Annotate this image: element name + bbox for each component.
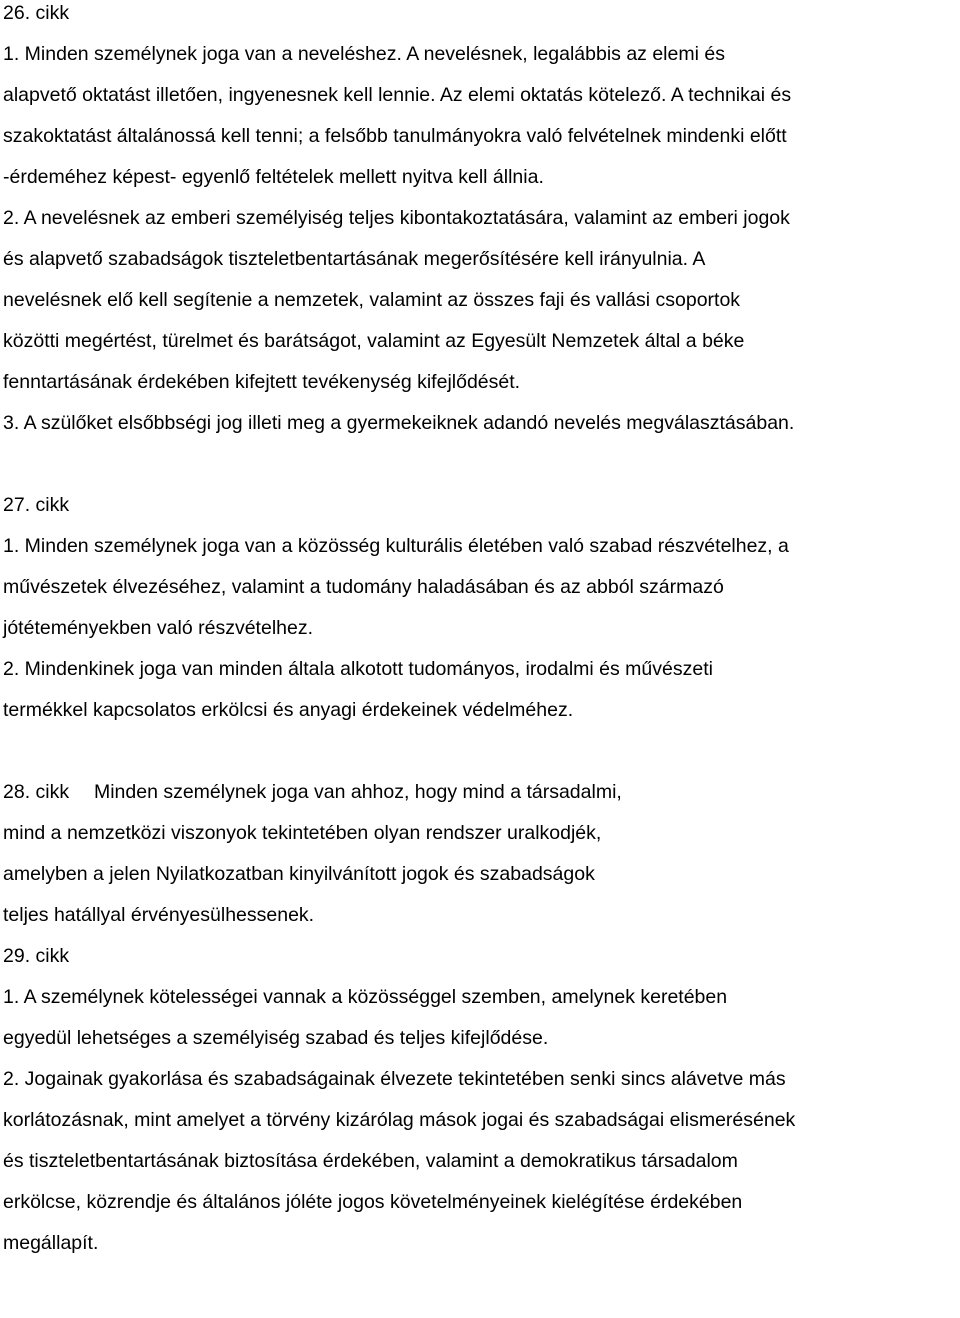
- text-line: 1. A személynek kötelességei vannak a közösséggel szemben, amelynek keretében: [3, 986, 728, 1008]
- article-heading: 29. cikk: [3, 945, 70, 967]
- text-line: és tiszteletbentartásának biztosítása érdekében, valamint a demokratikus társadalom: [3, 1150, 738, 1172]
- text-line: alapvető oktatást illetően, ingyenesnek kell lennie. Az elemi oktatás kötelező. A technikai és: [3, 84, 792, 106]
- text-line: szakoktatást általánossá kell tenni; a felsőbb tanulmányokra való felvételnek mindenki előtt: [3, 125, 787, 147]
- article-26: [3, 0, 960, 444]
- text-line: termékkel kapcsolatos erkölcsi és anyagi érdekeinek védelméhez.: [3, 699, 574, 721]
- article-28: [3, 772, 960, 936]
- text-line: teljes hatállyal érvényesülhessenek.: [3, 904, 315, 926]
- text-line: egyedül lehetséges a személyiség szabad és teljes kifejlődése.: [3, 1027, 549, 1049]
- text-line: művészetek élvezéséhez, valamint a tudomány haladásában és az abból származó: [3, 576, 724, 598]
- text-line: 1. Minden személynek joga van a neveléshez. A nevelésnek, legalábbis az elemi és: [3, 43, 725, 65]
- text-run: Minden személynek joga van ahhoz, hogy mind a társadalmi,: [93, 781, 622, 803]
- blank-line: [3, 731, 960, 772]
- article-heading: 28. cikk: [3, 781, 70, 803]
- text-line: -érdeméhez képest- egyenlő feltételek mellett nyitva kell állnia.: [3, 166, 544, 188]
- text-line: közötti megértést, türelmet és barátságot, valamint az Egyesült Nemzetek által a béke: [3, 330, 745, 352]
- article-heading: 27. cikk: [3, 494, 70, 516]
- article-27: [3, 485, 960, 731]
- text-line: 2. Jogainak gyakorlása és szabadságainak élvezete tekintetében senki sincs alávetve más: [3, 1068, 786, 1090]
- text-line: amelyben a jelen Nyilatkozatban kinyilvánított jogok és szabadságok: [3, 863, 595, 885]
- text-line: erkölcse, közrendje és általános jóléte jogos követelményeinek kielégítése érdekében: [3, 1191, 743, 1213]
- blank-line: [3, 444, 960, 485]
- text-line: 2. Mindenkinek joga van minden általa alkotott tudományos, irodalmi és művészeti: [3, 658, 713, 680]
- text-line: korlátozásnak, mint amelyet a törvény kizárólag mások jogai és szabadságai elismerésének: [3, 1109, 796, 1131]
- text-line: 2. A nevelésnek az emberi személyiség teljes kibontakoztatására, valamint az emberi jogok: [3, 207, 790, 229]
- text-line: jótéteményekben való részvételhez.: [3, 617, 314, 639]
- text-line: fenntartásának érdekében kifejtett tevékenység kifejlődését.: [3, 371, 521, 393]
- text-line: 3. A szülőket elsőbbségi jog illeti meg a gyermekeiknek adandó nevelés megválasztásában.: [3, 412, 795, 434]
- text-line: mind a nemzetközi viszonyok tekintetében olyan rendszer uralkodjék,: [3, 822, 602, 844]
- text-line: 1. Minden személynek joga van a közösség kulturális életében való szabad részvételhez, a: [3, 535, 789, 557]
- article-29: [3, 936, 960, 1264]
- text-line: és alapvető szabadságok tiszteletbentartásának megerősítésére kell irányulnia. A: [3, 248, 706, 270]
- text-line: megállapít.: [3, 1232, 99, 1254]
- article-heading: 26. cikk: [3, 2, 70, 24]
- text-line: [3, 772, 960, 813]
- text-line: nevelésnek elő kell segítenie a nemzetek, valamint az összes faji és vallási csoportok: [3, 289, 741, 311]
